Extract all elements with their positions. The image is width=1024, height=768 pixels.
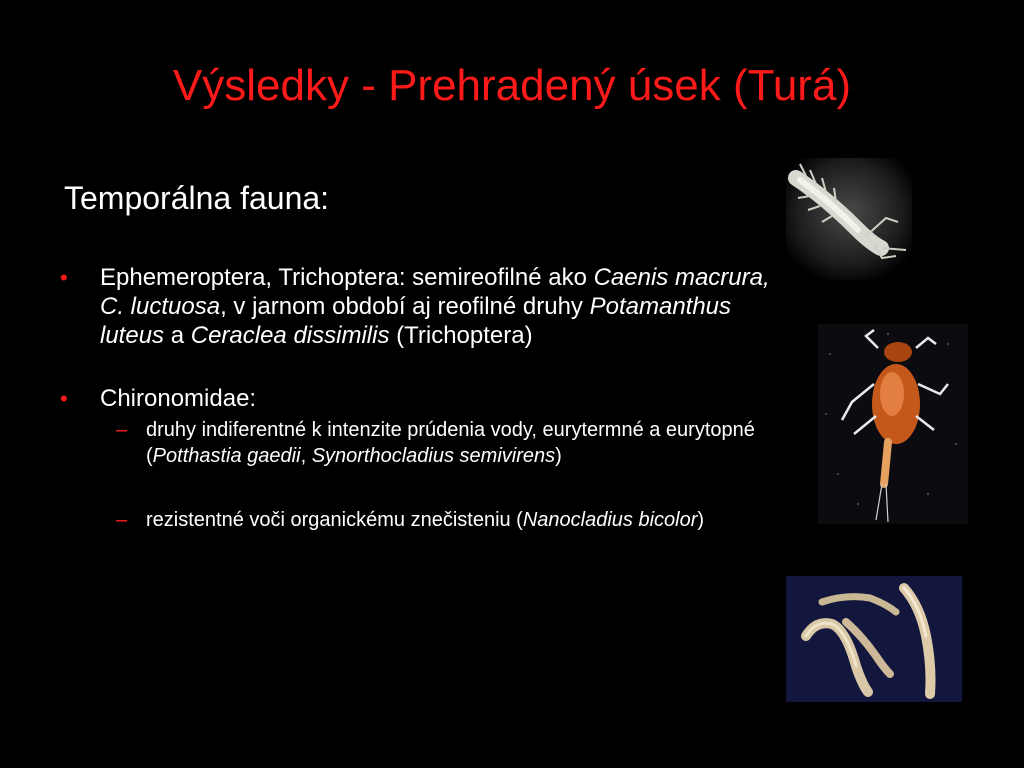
species-name: Ceraclea dissimilis — [190, 322, 390, 349]
species-name: Potamanthus luteus — [100, 293, 732, 349]
text: Ephemeroptera, Trichoptera: semireofilné ako — [100, 264, 594, 291]
text: ) — [697, 509, 705, 531]
slide-subtitle: Temporálna fauna: — [64, 180, 330, 216]
ephemeroptera-larva-photo — [786, 158, 912, 280]
species-name: Synorthocladius semivirens — [311, 445, 556, 467]
sub-bullet-indifferent — [60, 417, 770, 469]
text: ) — [555, 445, 562, 467]
bullet-list — [60, 263, 770, 533]
text: , — [300, 445, 312, 467]
chironomidae-larvae-photo — [786, 576, 962, 702]
bullet-chironomidae — [60, 384, 770, 413]
dash-glyph: – — [116, 509, 128, 531]
bullet-label: Chironomidae: — [100, 385, 257, 412]
text: rezistentné voči organickému znečisteniu ( — [146, 509, 523, 531]
dash-glyph: – — [116, 419, 128, 441]
text: , v jarnom období aj reofilné druhy — [220, 293, 590, 320]
sub-bullet-resistant — [60, 507, 770, 533]
bullet-ephemeroptera — [60, 263, 770, 350]
bullet-dot: • — [60, 265, 68, 290]
text: a — [164, 322, 191, 349]
slide-title: Výsledky - Prehradený úsek (Turá) — [172, 61, 852, 110]
text: druhy indiferentné k intenzite prúdenia vody, eurytermné a eurytopné ( — [146, 419, 755, 467]
trichoptera-larva-photo — [818, 324, 968, 524]
species-name: Potthastia gaedii — [152, 445, 301, 467]
species-name: Caenis macrura, C. luctuosa — [100, 264, 770, 320]
text: (Trichoptera) — [389, 322, 533, 349]
species-name: Nanocladius bicolor — [522, 509, 698, 531]
bullet-dot: • — [60, 386, 68, 411]
